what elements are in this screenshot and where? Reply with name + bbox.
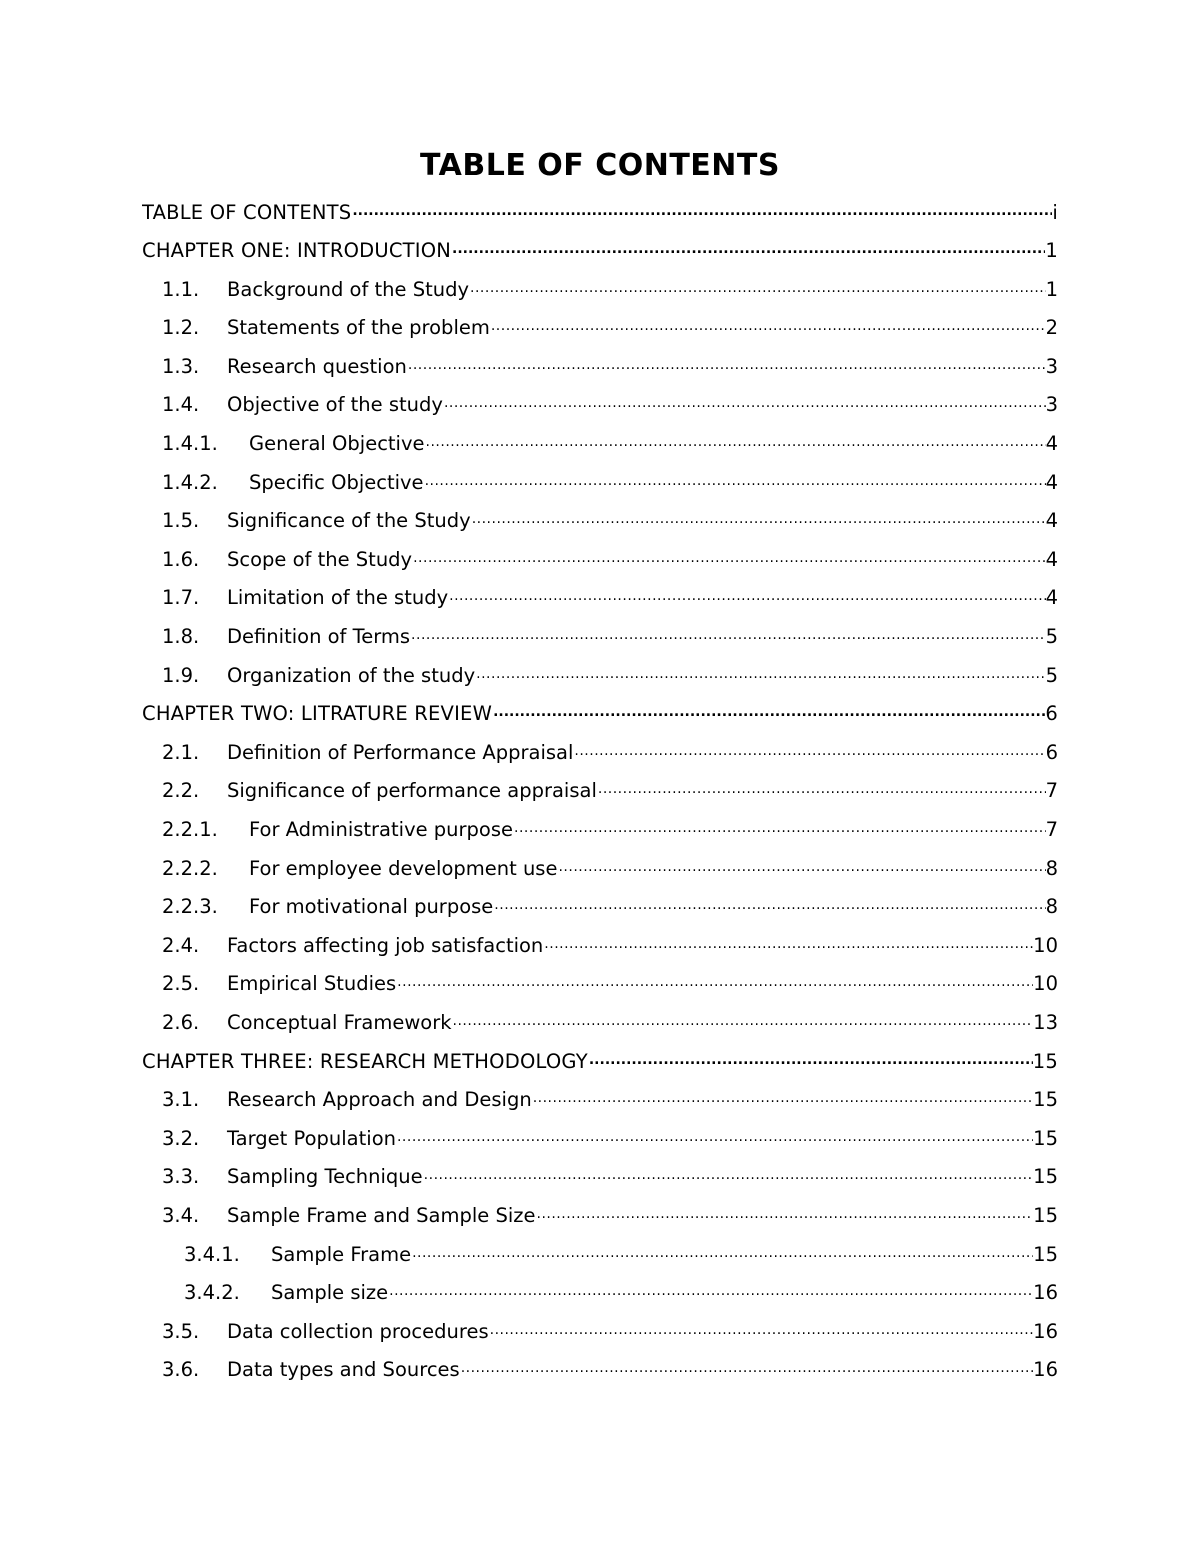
toc-entry-number: 2.6. xyxy=(162,1010,200,1034)
toc-entry-title: Sample Frame xyxy=(271,1242,412,1266)
toc-page-number: 15 xyxy=(1032,1049,1058,1073)
toc-entry-title: Research question xyxy=(227,354,407,378)
toc-page-number: 4 xyxy=(1045,470,1058,494)
toc-entry-title: Objective of the study xyxy=(227,393,443,417)
toc-entry-title: Factors affecting job satisfaction xyxy=(227,933,544,957)
toc-page-number: 2 xyxy=(1045,316,1058,340)
table-of-contents xyxy=(142,199,1058,1395)
toc-section-entry[interactable] xyxy=(142,1125,1058,1164)
toc-dot-leader xyxy=(396,971,1033,991)
toc-page-number: 6 xyxy=(1045,702,1058,726)
toc-section-entry[interactable] xyxy=(142,315,1058,354)
toc-section-entry[interactable] xyxy=(142,778,1058,817)
toc-entry-number: 1.4.2. xyxy=(162,470,218,494)
toc-entry-title: Definition of Terms xyxy=(227,625,411,649)
toc-page-number: 13 xyxy=(1033,1010,1058,1034)
toc-page-number: 10 xyxy=(1033,972,1058,996)
toc-dot-leader xyxy=(351,199,1052,219)
toc-section-entry[interactable] xyxy=(142,855,1058,894)
toc-entry-title: Significance of performance appraisal xyxy=(227,779,597,803)
toc-dot-leader xyxy=(425,431,1046,451)
toc-entry-title: Data collection procedures xyxy=(227,1319,489,1343)
toc-dot-leader xyxy=(424,469,1046,489)
toc-entry-title: Empirical Studies xyxy=(227,972,397,996)
toc-entry-number: 1.5. xyxy=(162,509,200,533)
toc-section-entry[interactable] xyxy=(142,1318,1058,1357)
toc-entry-number: 1.2. xyxy=(162,316,200,340)
toc-entry-title: For Administrative purpose xyxy=(249,818,514,841)
toc-entry-number: 1.9. xyxy=(162,663,200,687)
toc-page-number: 10 xyxy=(1033,933,1058,957)
toc-section-entry[interactable] xyxy=(142,1241,1058,1280)
toc-section-entry[interactable] xyxy=(142,1202,1058,1241)
toc-chapter-entry[interactable] xyxy=(142,701,1058,740)
toc-dot-leader xyxy=(489,1318,1034,1338)
toc-dot-leader xyxy=(573,739,1045,759)
toc-page-number: 5 xyxy=(1045,663,1058,687)
toc-entry-title: For employee development use xyxy=(249,856,558,880)
toc-page-number: 7 xyxy=(1045,779,1058,803)
toc-entry-number: 2.2. xyxy=(162,779,200,803)
toc-section-entry[interactable] xyxy=(142,1164,1058,1203)
toc-entry-title: Conceptual Framework xyxy=(227,1010,452,1034)
toc-entry-title: For motivational purpose xyxy=(249,895,494,919)
toc-entry-number: 1.6. xyxy=(162,547,200,571)
toc-section-entry[interactable] xyxy=(142,469,1058,508)
toc-dot-leader xyxy=(411,1241,1033,1261)
toc-entry-title: Sample Frame and Sample Size xyxy=(227,1203,536,1227)
toc-page-number: 3 xyxy=(1045,354,1058,378)
toc-dot-leader xyxy=(536,1202,1034,1222)
toc-section-entry[interactable] xyxy=(142,932,1058,971)
toc-entry-title: Specific Objective xyxy=(249,470,424,494)
toc-dot-leader xyxy=(588,1048,1033,1068)
toc-section-entry[interactable] xyxy=(142,1087,1058,1126)
toc-page-number: 16 xyxy=(1033,1281,1058,1305)
toc-chapter-entry[interactable] xyxy=(142,1048,1058,1087)
toc-entry-title: Background of the Study xyxy=(227,277,470,301)
toc-page-number: 1 xyxy=(1045,239,1058,263)
toc-section-entry[interactable] xyxy=(142,585,1058,624)
toc-page-number: 8 xyxy=(1045,895,1058,919)
toc-dot-leader xyxy=(448,585,1045,605)
toc-entry-number: 3.6. xyxy=(162,1358,200,1382)
toc-page-number: 16 xyxy=(1033,1358,1058,1382)
toc-entry-title: Significance of the Study xyxy=(227,509,471,533)
toc-entry-number: 1.4.1. xyxy=(162,432,218,456)
toc-page-number: 15 xyxy=(1033,1088,1058,1112)
toc-page-number: 6 xyxy=(1045,740,1058,764)
toc-entry-title: Sampling Technique xyxy=(227,1165,423,1189)
toc-section-entry[interactable] xyxy=(142,508,1058,547)
toc-entry-number: 2.1. xyxy=(162,740,200,764)
toc-entry-title: Organization of the study xyxy=(227,663,476,687)
toc-section-entry[interactable] xyxy=(142,624,1058,663)
toc-page-number: 15 xyxy=(1033,1165,1058,1189)
toc-entry-number: 2.5. xyxy=(162,972,200,996)
toc-entry-number: 1.7. xyxy=(162,586,200,610)
toc-dot-leader xyxy=(423,1164,1034,1184)
toc-page-number: 15 xyxy=(1033,1203,1058,1227)
toc-page-number: 7 xyxy=(1045,818,1058,841)
toc-section-entry[interactable] xyxy=(142,353,1058,392)
toc-entry-title: Research Approach and Design xyxy=(227,1088,532,1112)
toc-dot-leader xyxy=(396,1125,1033,1145)
toc-dot-leader xyxy=(475,662,1045,682)
toc-section-entry[interactable] xyxy=(142,739,1058,778)
toc-section-entry[interactable] xyxy=(142,971,1058,1010)
toc-dot-leader xyxy=(460,1357,1033,1377)
toc-section-entry[interactable] xyxy=(142,276,1058,315)
toc-page-number: 3 xyxy=(1045,393,1058,417)
toc-entry-number: 3.5. xyxy=(162,1319,200,1343)
toc-entry-title: Target Population xyxy=(227,1126,396,1150)
toc-entry-number: 3.4.1. xyxy=(184,1242,240,1266)
toc-page-number: 4 xyxy=(1045,432,1058,456)
toc-entry-title: TABLE OF CONTENTS xyxy=(142,200,352,224)
toc-dot-leader xyxy=(492,701,1045,721)
toc-section-entry[interactable] xyxy=(142,1357,1058,1396)
toc-entry-title: Definition of Performance Appraisal xyxy=(227,740,574,764)
toc-dot-leader xyxy=(410,624,1046,644)
toc-section-entry[interactable] xyxy=(142,431,1058,470)
toc-entry-number: 2.2.3. xyxy=(162,895,218,919)
toc-section-entry[interactable] xyxy=(142,1280,1058,1319)
toc-dot-leader xyxy=(388,1280,1033,1300)
toc-section-entry[interactable] xyxy=(142,817,1058,856)
toc-section-entry[interactable] xyxy=(142,662,1058,701)
toc-entry-title: General Objective xyxy=(249,432,425,456)
toc-dot-leader xyxy=(490,315,1046,335)
toc-page-number: 15 xyxy=(1033,1242,1058,1266)
toc-dot-leader xyxy=(471,508,1046,528)
page-title: TABLE OF CONTENTS xyxy=(420,148,780,183)
toc-page-number: 16 xyxy=(1033,1319,1058,1343)
toc-page-number: 4 xyxy=(1045,509,1058,533)
toc-entry-number: 1.1. xyxy=(162,277,200,301)
toc-dot-leader xyxy=(407,353,1046,373)
toc-chapter-entry[interactable] xyxy=(142,199,1058,238)
toc-dot-leader xyxy=(469,276,1046,296)
toc-entry-number: 3.4. xyxy=(162,1203,200,1227)
toc-page-number: 15 xyxy=(1033,1126,1058,1150)
toc-dot-leader xyxy=(493,894,1045,914)
toc-entry-number: 1.4. xyxy=(162,393,200,417)
toc-page-number: 4 xyxy=(1045,586,1058,610)
toc-entry-number: 2.2.2. xyxy=(162,856,218,880)
toc-entry-title: Data types and Sources xyxy=(227,1358,460,1382)
toc-dot-leader xyxy=(543,932,1033,952)
toc-entry-number: 2.2.1. xyxy=(162,818,218,841)
toc-entry-number: 2.4. xyxy=(162,933,200,957)
toc-page-number: 4 xyxy=(1045,547,1058,571)
toc-dot-leader xyxy=(443,392,1046,412)
toc-entry-number: 1.8. xyxy=(162,625,200,649)
toc-entry-title: Limitation of the study xyxy=(227,586,449,610)
toc-section-entry[interactable] xyxy=(142,392,1058,431)
toc-entry-title: Statements of the problem xyxy=(227,316,490,340)
toc-chapter-entry[interactable] xyxy=(142,238,1058,277)
toc-entry-number: 3.3. xyxy=(162,1165,200,1189)
toc-entry-title: Scope of the Study xyxy=(227,547,413,571)
toc-dot-leader xyxy=(557,855,1045,875)
toc-entry-title: CHAPTER TWO: LITRATURE REVIEW xyxy=(142,702,493,726)
toc-entry-number: 3.4.2. xyxy=(184,1281,240,1305)
toc-section-entry[interactable] xyxy=(142,894,1058,933)
toc-dot-leader xyxy=(452,1009,1034,1029)
toc-page-number: 5 xyxy=(1045,625,1058,649)
toc-page-number: 8 xyxy=(1045,856,1058,880)
toc-page-number: i xyxy=(1052,200,1058,224)
toc-entry-number: 3.2. xyxy=(162,1126,200,1150)
toc-section-entry[interactable] xyxy=(142,1009,1058,1048)
toc-entry-number: 3.1. xyxy=(162,1088,200,1112)
toc-page-number: 1 xyxy=(1045,277,1058,301)
toc-entry-number: 1.3. xyxy=(162,354,200,378)
toc-dot-leader xyxy=(451,238,1045,258)
toc-dot-leader xyxy=(513,817,1046,837)
toc-dot-leader xyxy=(412,546,1045,566)
toc-entry-title: CHAPTER THREE: RESEARCH METHODOLOGY xyxy=(142,1049,588,1073)
toc-dot-leader xyxy=(597,778,1046,798)
toc-dot-leader xyxy=(532,1087,1033,1107)
toc-entry-title: Sample size xyxy=(271,1281,389,1305)
toc-section-entry[interactable] xyxy=(142,546,1058,585)
toc-entry-title: CHAPTER ONE: INTRODUCTION xyxy=(142,239,452,263)
